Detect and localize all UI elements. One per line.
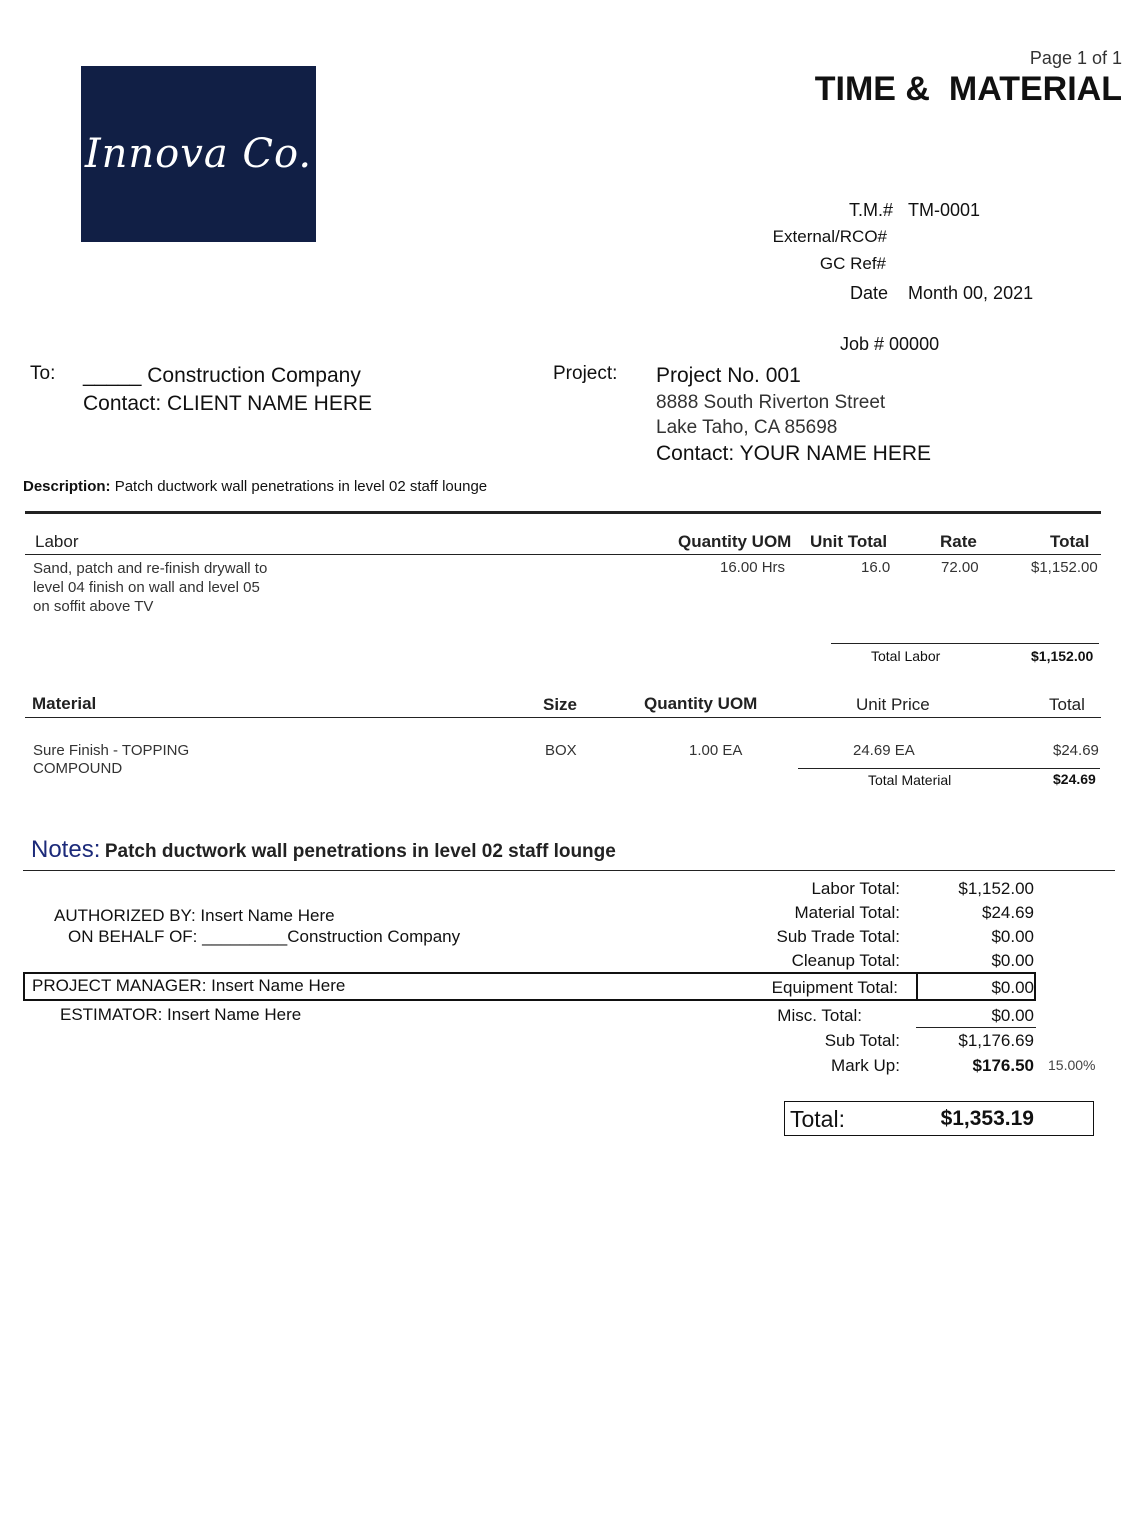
labor-row-total: $1,152.00 bbox=[1031, 559, 1098, 576]
project-manager: PROJECT MANAGER: Insert Name Here bbox=[32, 976, 346, 995]
material-header-size: Size bbox=[543, 695, 578, 714]
page-info: Page 1 of 1 bbox=[1029, 48, 1122, 68]
company-logo bbox=[81, 66, 316, 242]
grand-total-value: $1,353.19 bbox=[940, 1107, 1034, 1130]
subtrade-total-value: $0.00 bbox=[991, 927, 1034, 946]
labor-header-rule bbox=[25, 554, 1101, 555]
misc-total-value: $0.00 bbox=[991, 1006, 1034, 1025]
description-label: Description: bbox=[23, 478, 111, 495]
grand-total-label: Total: bbox=[790, 1106, 845, 1132]
cleanup-total-label: Cleanup Total: bbox=[791, 951, 900, 970]
markup-percent: 15.00% bbox=[1048, 1057, 1096, 1073]
authorized-by: AUTHORIZED BY: Insert Name Here bbox=[54, 906, 335, 925]
project-contact: Contact: YOUR NAME HERE bbox=[656, 442, 932, 465]
material-row-description: Sure Finish - TOPPING COMPOUND bbox=[33, 742, 190, 777]
notes bbox=[31, 836, 616, 864]
notes-rule bbox=[23, 870, 1115, 871]
material-header-quantity: Quantity UOM bbox=[644, 694, 758, 713]
labor-header-quantity: Quantity UOM bbox=[678, 532, 792, 551]
labor-total-rule bbox=[831, 643, 1099, 644]
labor-row-quantity: 16.00 Hrs bbox=[720, 559, 786, 576]
section-divider-thick bbox=[25, 511, 1101, 514]
description bbox=[23, 478, 487, 495]
gc-ref-label: GC Ref# bbox=[819, 254, 886, 273]
cleanup-total-value: $0.00 bbox=[991, 951, 1034, 970]
misc-total-label: Misc. Total: bbox=[777, 1006, 862, 1025]
material-row-unit-price: 24.69 EA bbox=[853, 742, 915, 759]
labor-header-total: Total bbox=[1050, 532, 1090, 551]
estimator: ESTIMATOR: Insert Name Here bbox=[60, 1005, 302, 1024]
subtotal-rule bbox=[916, 1027, 1036, 1028]
subtotal-label: Sub Total: bbox=[824, 1031, 900, 1050]
project-name: Project No. 001 bbox=[656, 364, 801, 387]
material-header-rule bbox=[25, 717, 1101, 718]
markup-value: $176.50 bbox=[972, 1056, 1034, 1075]
total-labor-label: Total Labor bbox=[871, 648, 941, 664]
on-behalf-of: ON BEHALF OF: _________Construction Company bbox=[68, 927, 461, 946]
to-contact: Contact: CLIENT NAME HERE bbox=[83, 392, 373, 415]
material-header-total: Total bbox=[1049, 695, 1085, 714]
equipment-total-label: Equipment Total: bbox=[771, 978, 898, 997]
material-header-unit-price: Unit Price bbox=[856, 695, 930, 714]
labor-row-unit-total: 16.0 bbox=[861, 559, 891, 576]
material-row-size: BOX bbox=[545, 742, 577, 759]
external-rco-label: External/RCO# bbox=[772, 227, 887, 246]
material-total-label: Material Total: bbox=[794, 903, 900, 922]
labor-total-label: Labor Total: bbox=[811, 879, 900, 898]
subtotal-value: $1,176.69 bbox=[958, 1031, 1034, 1050]
material-row-total: $24.69 bbox=[1053, 742, 1099, 759]
equipment-total-value: $0.00 bbox=[991, 978, 1034, 997]
total-material-label: Total Material bbox=[868, 772, 952, 788]
project-street: 8888 South Riverton Street bbox=[656, 392, 886, 413]
tm-label: T.M.# bbox=[848, 200, 893, 220]
labor-row-description: Sand, patch and re-finish drywall to level 04 finish on wall and level 05 on soffit above TV bbox=[33, 560, 268, 615]
tm-value: TM-0001 bbox=[908, 200, 981, 220]
labor-header-rate: Rate bbox=[940, 532, 977, 551]
subtrade-total-label: Sub Trade Total: bbox=[776, 927, 900, 946]
labor-header-labor: Labor bbox=[35, 532, 79, 551]
labor-header-unit-total: Unit Total bbox=[810, 532, 888, 551]
markup-label: Mark Up: bbox=[831, 1056, 900, 1075]
material-total-value: $24.69 bbox=[982, 903, 1034, 922]
to-company: _____ Construction Company bbox=[83, 364, 361, 387]
date-value: Month 00, 2021 bbox=[908, 283, 1034, 303]
material-total-rule bbox=[798, 768, 1100, 769]
labor-total-value: $1,152.00 bbox=[958, 879, 1034, 898]
job-number: Job # 00000 bbox=[840, 334, 940, 354]
project-city: Lake Taho, CA 85698 bbox=[656, 417, 838, 438]
date-label: Date bbox=[849, 283, 888, 303]
total-labor-value: $1,152.00 bbox=[1031, 648, 1094, 664]
notes-text: Patch ductwork wall penetrations in level 02 staff lounge bbox=[104, 841, 616, 862]
total-material-value: $24.69 bbox=[1053, 771, 1096, 787]
logo-text: Innova Co. bbox=[84, 131, 313, 177]
description-text: Patch ductwork wall penetrations in level 02 staff lounge bbox=[114, 478, 488, 495]
material-header-material: Material bbox=[32, 694, 97, 713]
material-row-quantity: 1.00 EA bbox=[689, 742, 743, 759]
to-label: To: bbox=[30, 363, 56, 384]
labor-row-rate: 72.00 bbox=[941, 559, 979, 576]
notes-label: Notes: bbox=[31, 836, 101, 863]
project-label: Project: bbox=[553, 363, 618, 384]
document-title: TIME & MATERIAL bbox=[814, 70, 1122, 108]
